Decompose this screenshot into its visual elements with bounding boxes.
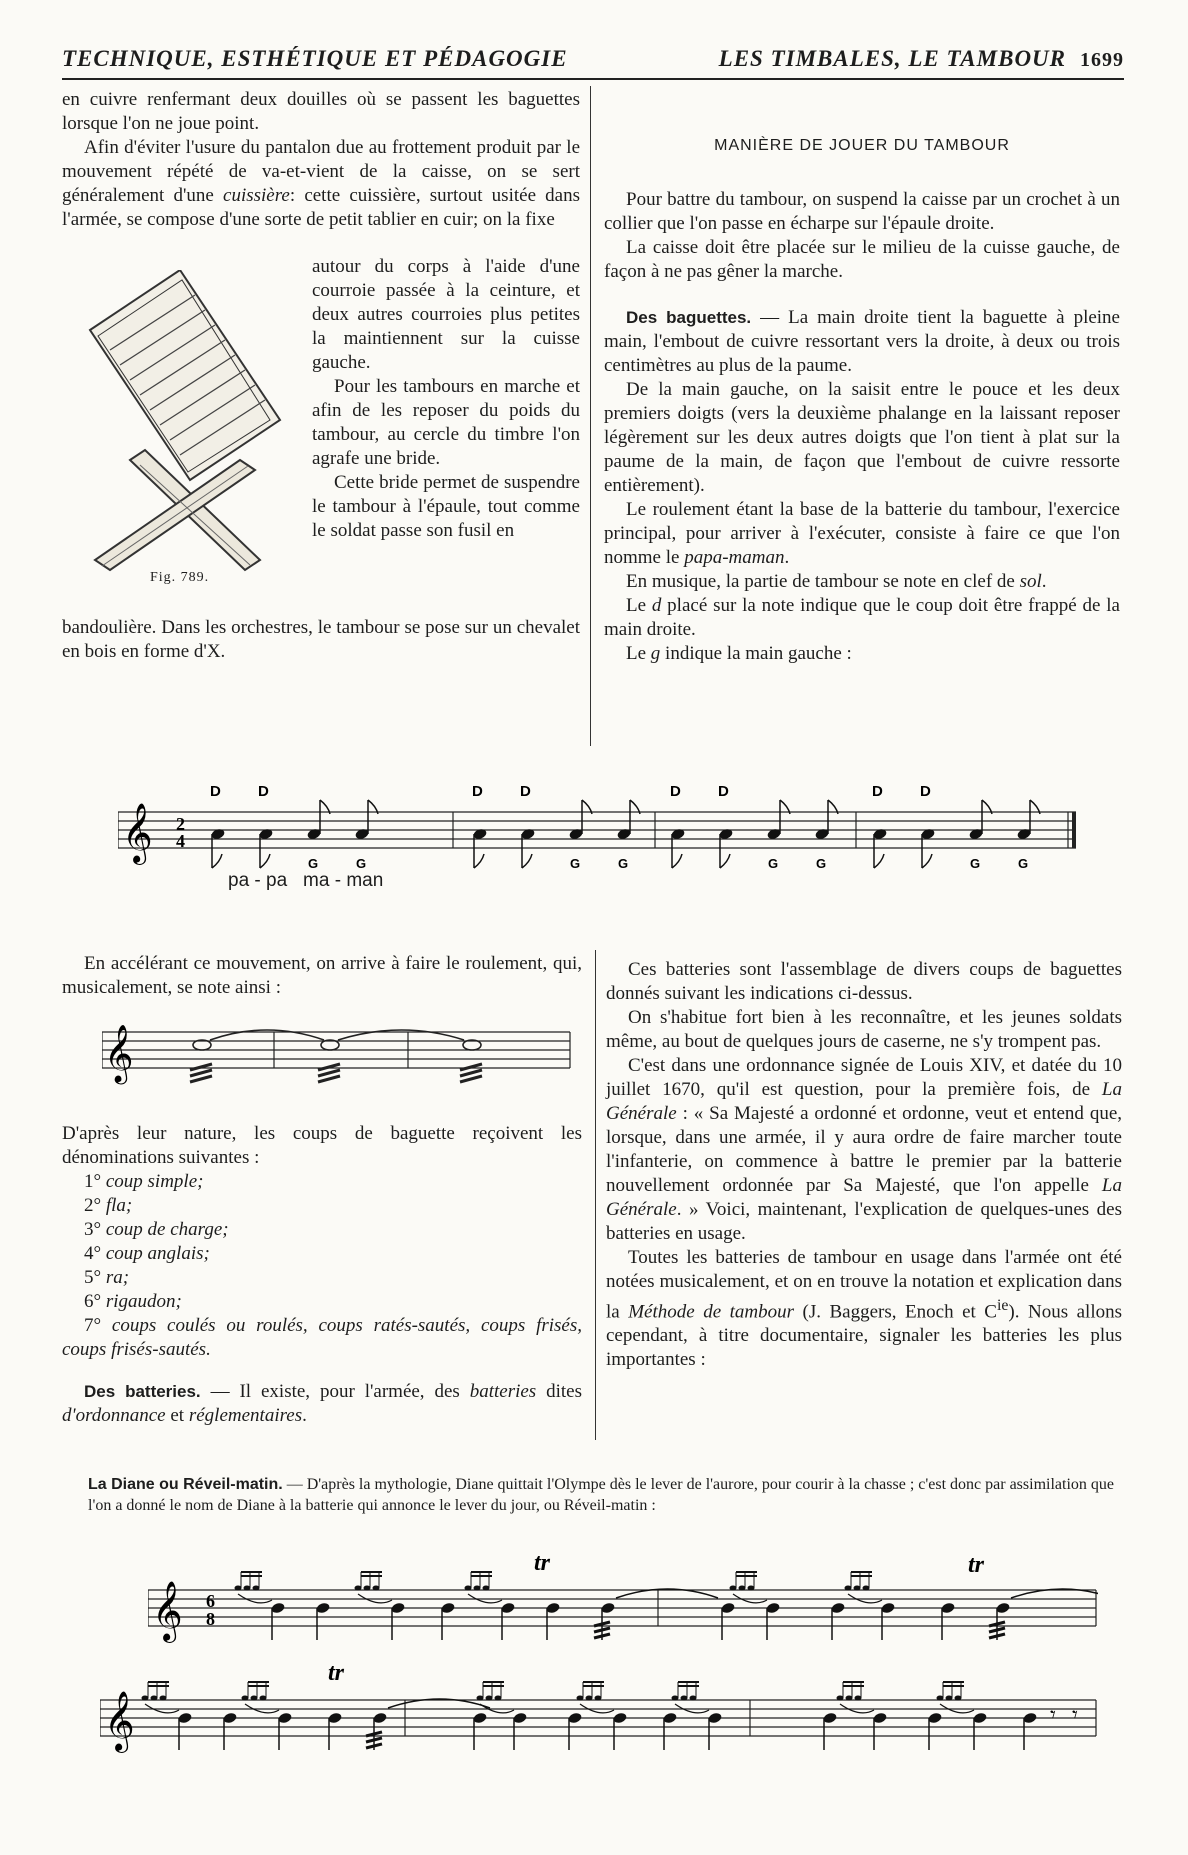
hand-label-left: G — [970, 856, 981, 871]
note-flag — [260, 854, 270, 868]
grace-note — [577, 1696, 584, 1701]
lyric-syllable: - — [334, 870, 342, 891]
lyric-syllable: pa — [228, 870, 250, 891]
tremolo-bar — [989, 1628, 1005, 1632]
list-item: 2° fla; — [84, 1195, 133, 1216]
paragraph: En accélérant ce mouvement, on arrive à faire le roulement, qui, musicalement, se note ainsi : — [62, 953, 582, 998]
grace-note — [748, 1586, 755, 1591]
diane-notes-1 — [235, 1572, 1099, 1640]
diane-staff-1-svg — [148, 1550, 1098, 1660]
list-item: 4° coup anglais; — [84, 1243, 210, 1264]
paragraph: Le d placé sur la note indique que le coup doit être frappé de la main droite. — [604, 595, 1120, 640]
grace-note — [235, 1586, 242, 1591]
grace-note — [595, 1696, 602, 1701]
grace-note — [483, 1586, 490, 1591]
eighth-rest-icon: 𝄾 — [1072, 1703, 1078, 1728]
diane-paragraph — [88, 1474, 1123, 1516]
diane-staff-2 — [100, 1660, 1098, 1770]
column-divider-mid — [595, 950, 596, 1440]
time-sig-top: 2 — [176, 814, 185, 834]
tremolo-bar — [989, 1634, 1005, 1638]
time-sig-top: 6 — [206, 1591, 215, 1611]
grace-note — [495, 1696, 502, 1701]
tremolo-bar — [594, 1628, 610, 1632]
grace-note — [690, 1696, 697, 1701]
diane-notes-2 — [142, 1682, 1079, 1750]
grace-note — [160, 1696, 167, 1701]
grace-note — [364, 1586, 371, 1591]
lyrics-line — [228, 870, 383, 892]
note-flag — [474, 854, 484, 868]
drum-stand-illustration — [70, 270, 300, 580]
papa-maman-staff — [118, 782, 1078, 882]
left-column-mid-2 — [62, 1122, 582, 1428]
hand-label-left: G — [570, 856, 581, 871]
list-item: 7° coups coulés ou roulés, coups ratés-sautés, coups frisés, coups frisés-sautés. — [62, 1315, 582, 1360]
paragraph: Toutes les batteries de tambour en usage dans l'armée ont été notées musicalement, et on en trouve la notation et explication dans la Méthode de tambour (J. Baggers, Enoch et $C^{ie}$). Nous allons cependant, à titre documentaire, signaler les batteries les plus importantes : — [606, 1247, 1122, 1371]
left-column-top — [62, 88, 580, 232]
papa-notes — [210, 783, 1040, 871]
paragraph: Des batteries. — Il existe, pour l'armée, des batteries dites d'ordonnance et réglementaires. — [62, 1381, 582, 1426]
diane-title: La Diane ou Réveil-matin. — [88, 1476, 283, 1493]
treble-clef-icon: 𝄞 — [104, 1024, 134, 1082]
left-column-top-end — [62, 616, 580, 664]
grace-note — [845, 1586, 852, 1591]
roulement-staff — [102, 1018, 572, 1098]
grace-note — [474, 1586, 481, 1591]
trill-mark: tr — [534, 1550, 551, 1576]
list-item: 3° coup de charge; — [84, 1219, 229, 1240]
time-sig-bottom: 4 — [176, 831, 185, 851]
hand-label-left: G — [618, 856, 629, 871]
grace-note — [681, 1696, 688, 1701]
note-flag — [874, 854, 884, 868]
right-column-top — [604, 134, 1120, 666]
music-staff-svg — [118, 782, 1078, 882]
paragraph: Pour les tambours en marche et afin de les reposer du poids du tambour, au cercle du timbre l'on agrafe une bride. — [312, 376, 580, 469]
diane-staff-2-svg — [100, 1660, 1098, 1770]
paragraph: Le g indique la main gauche : — [626, 643, 852, 664]
paragraph: Pour battre du tambour, on suspend la caisse par un crochet à un collier que l'on passe en écharpe sur l'épaule droite. — [604, 189, 1120, 234]
diane-text: — D'après la mythologie, Diane quittait l'Olympe dès le lever de l'aurore, pour courir à la chasse ; c'est donc par assimilation que l'on a donné le nom de Diane à la batterie qui annonce le lever du jour, ou Réveil-matin : — [88, 1476, 1114, 1514]
tremolo-bar — [366, 1738, 382, 1742]
grace-note — [863, 1586, 870, 1591]
grace-note — [355, 1586, 362, 1591]
paragraph: autour du corps à l'aide d'une courroie passée à la ceinture, et deux autres courroies plus petites la maintiennent sur la cuisse gauche. — [312, 256, 580, 373]
lyric-syllable: ma — [303, 870, 330, 891]
paragraph: Ces batteries sont l'assemblage de divers coups de baguettes donnés suivant les indications ci-dessus. — [606, 959, 1122, 1004]
grace-note — [251, 1696, 258, 1701]
eighth-rest-icon: 𝄾 — [1050, 1703, 1056, 1728]
grace-note — [242, 1696, 249, 1701]
grace-note — [946, 1696, 953, 1701]
list-item: 6° rigaudon; — [84, 1291, 182, 1312]
hand-label-left: G — [768, 856, 779, 871]
grace-note — [846, 1696, 853, 1701]
paragraph: Afin d'éviter l'usure du pantalon due au frottement produit par le mouvement répété de va-et-vient de la caisse, on se sert généralement d'une cuissière: cette cuissière, surtout usitée dans l'armée, se compose d'une sorte de petit tablier en cuir; on la fixe — [62, 137, 580, 230]
tremolo-bar — [366, 1744, 382, 1748]
grace-note — [465, 1586, 472, 1591]
paragraph: Le roulement étant la base de la batterie du tambour, l'exercice principal, pour arriver à l'exécuter, consiste à faire ce que l'on nomme le papa-maman. — [604, 499, 1120, 568]
hand-label-left: G — [308, 856, 319, 871]
grace-note — [854, 1586, 861, 1591]
grace-note — [142, 1696, 149, 1701]
grace-note — [672, 1696, 679, 1701]
treble-clef-icon: 𝄞 — [152, 1581, 183, 1641]
section-title: MANIÈRE DE JOUER DU TAMBOUR — [714, 137, 1010, 154]
page-number: 1699 — [1080, 49, 1124, 71]
trill-mark: tr — [328, 1660, 345, 1686]
paragraph: C'est dans une ordonnance signée de Louis XIV, et datée du 10 juillet 1670, qu'il est question, pour la première fois, de La Générale : « Sa Majesté a ordonné et ordonne, veut et entend que, lorsque, dans une armée, il y aura ordre de faire marcher toute l'infanterie, on commence à battre le premier par la batterie nouvellement ordonnée par Sa Majesté, que l'on appelle La Générale. » Voici, maintenant, l'explication de quelques-unes des batteries en usage. — [606, 1055, 1122, 1244]
figure-drum-stand — [70, 270, 300, 580]
time-sig-bottom: 8 — [206, 1609, 215, 1629]
note-flag — [922, 854, 932, 868]
header-rule — [62, 78, 1124, 80]
header-right-title — [719, 46, 1124, 72]
paragraph: D'après leur nature, les coups de baguette reçoivent les dénominations suivantes : — [62, 1123, 582, 1168]
grace-note — [586, 1696, 593, 1701]
grace-note — [253, 1586, 260, 1591]
hand-label-right: D — [258, 783, 269, 800]
note-flag — [212, 854, 222, 868]
paragraph: On s'habitue fort bien à les reconnaître, et les jeunes soldats même, au bout de quelques jours de caserne, ne s'y trompent pas. — [606, 1007, 1122, 1052]
hand-label-right: D — [872, 783, 883, 800]
paragraph: En musique, la partie de tambour se note en clef de sol. — [626, 571, 1047, 592]
hand-label-left: G — [356, 856, 367, 871]
paragraph: La caisse doit être placée sur le milieu de la cuisse gauche, de façon à ne pas gêner la marche. — [604, 237, 1120, 282]
right-column-mid — [606, 958, 1122, 1372]
roulement-staff-svg — [102, 1018, 572, 1098]
note-flag — [720, 854, 730, 868]
grace-note — [151, 1696, 158, 1701]
header-left-title: TECHNIQUE, ESTHÉTIQUE ET PÉDAGOGIE — [62, 46, 568, 71]
grace-note — [373, 1586, 380, 1591]
grace-note — [739, 1586, 746, 1591]
paragraph: De la main gauche, on la saisit entre le pouce et les deux premiers doigts (vers la deuxième phalange en la laissant reposer légèrement sur les deux autres doigts que l'on tient à plat sur la paume de la main, de façon que l'embout de cuivre ressorte entièrement). — [604, 379, 1120, 496]
paragraph: bandoulière. Dans les orchestres, le tambour se pose sur un chevalet en bois en forme d'X. — [62, 617, 580, 662]
note-flag — [522, 854, 532, 868]
diane-staff-1 — [148, 1550, 1098, 1660]
hand-label-right: D — [472, 783, 483, 800]
grace-note — [837, 1696, 844, 1701]
grace-note — [937, 1696, 944, 1701]
hand-label-right: D — [920, 783, 931, 800]
hand-label-left: G — [816, 856, 827, 871]
left-column-mid — [62, 952, 582, 1000]
running-header — [62, 46, 1124, 80]
tremolo-bar — [594, 1634, 610, 1638]
grace-note — [260, 1696, 267, 1701]
hand-label-right: D — [210, 783, 221, 800]
grace-note — [855, 1696, 862, 1701]
paragraph: Des baguettes. — La main droite tient la baguette à pleine main, l'embout de cuivre ressortant vers la droite, à deux ou trois centimètres au plus de la paume. — [604, 307, 1120, 376]
paragraph: en cuivre renfermant deux douilles où se passent les baguettes lorsque l'on ne joue point. — [62, 89, 580, 134]
hand-label-right: D — [520, 783, 531, 800]
grace-note — [486, 1696, 493, 1701]
list-item: 5° ra; — [84, 1267, 130, 1288]
lyric-syllable: - — [254, 870, 261, 891]
paragraph: Cette bride permet de suspendre le tambour à l'épaule, tout comme le soldat passe son fusil en — [312, 472, 580, 541]
grace-note — [477, 1696, 484, 1701]
treble-clef-icon: 𝄞 — [104, 1691, 135, 1751]
figure-caption: Fig. 789. — [150, 570, 210, 585]
note-flag — [672, 854, 682, 868]
trill-mark: tr — [968, 1552, 985, 1578]
lyric-syllable: pa — [266, 870, 288, 891]
grace-note — [955, 1696, 962, 1701]
treble-clef-icon: 𝄞 — [122, 803, 153, 863]
wrap-text-beside-figure — [312, 255, 580, 543]
lyric-syllable: man — [346, 870, 384, 891]
stroke-list — [62, 1170, 582, 1362]
grace-note — [244, 1586, 251, 1591]
grace-note — [730, 1586, 737, 1591]
hand-label-right: D — [670, 783, 681, 800]
column-divider-top — [590, 86, 591, 746]
header-right-text: LES TIMBALES, LE TAMBOUR — [718, 46, 1066, 71]
list-item: 1° coup simple; — [84, 1171, 204, 1192]
hand-label-left: G — [1018, 856, 1029, 871]
hand-label-right: D — [718, 783, 729, 800]
